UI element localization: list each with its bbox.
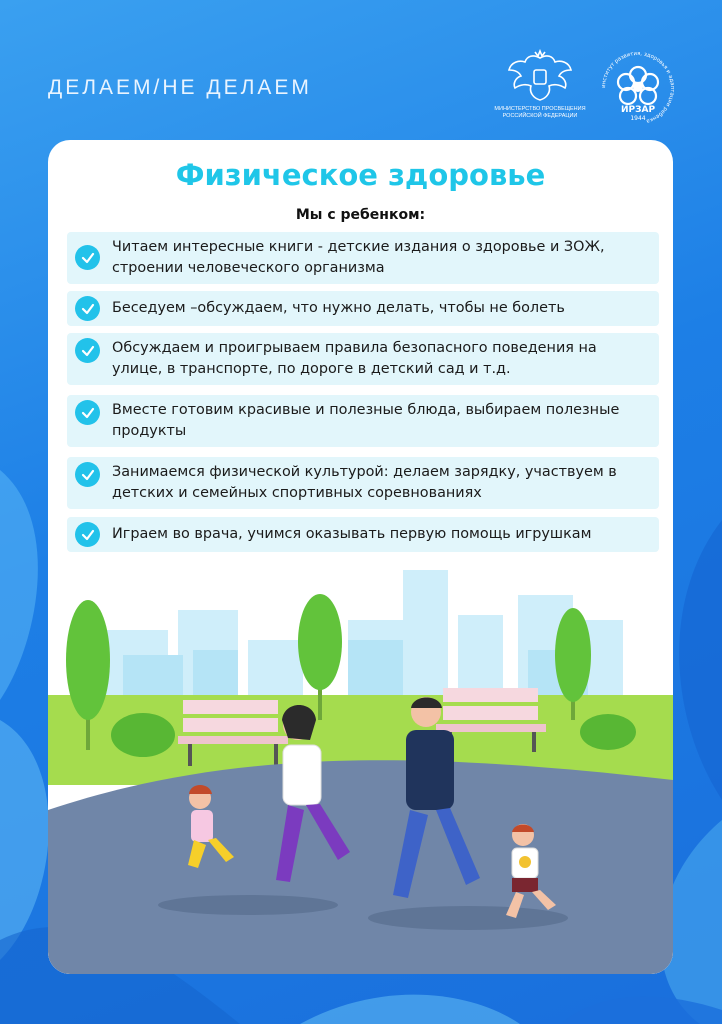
list-item-text: Обсуждаем и проигрываем правила безопасного поведения на улице, в транспорте, по дороге в детский сад и т.д. xyxy=(112,340,597,377)
list-item-text: Беседуем –обсуждаем, что нужно делать, чтобы не болеть xyxy=(112,300,565,316)
road xyxy=(48,760,673,974)
list-item xyxy=(67,291,659,326)
check-icon xyxy=(75,245,100,270)
eagle-emblem-icon xyxy=(505,48,575,104)
check-icon xyxy=(75,522,100,547)
institute-name: ИРЗАР xyxy=(620,105,656,115)
list-item xyxy=(67,517,659,552)
list-item-text: Играем во врача, учимся оказывать первую помощь игрушкам xyxy=(112,526,592,542)
flower-logo-icon xyxy=(598,48,678,128)
list-item xyxy=(67,395,659,447)
institute-logo xyxy=(598,48,678,128)
content-card xyxy=(48,140,673,974)
page-header-title: ДЕЛАЕМ/НЕ ДЕЛАЕМ xyxy=(48,76,312,99)
list-item-text: Вместе готовим красивые и полезные блюда, выбираем полезные продукты xyxy=(112,402,620,439)
check-icon xyxy=(75,338,100,363)
list-item-text: Читаем интересные книги - детские издания о здоровье и ЗОЖ, строении человеческого организма xyxy=(112,239,605,276)
ministry-text-line1: МИНИСТЕРСТВО ПРОСВЕЩЕНИЯ xyxy=(494,106,586,112)
check-icon xyxy=(75,400,100,425)
list-item xyxy=(67,457,659,509)
card-subtitle: Мы с ребенком: xyxy=(295,207,426,223)
ministry-logo xyxy=(494,48,586,128)
list-item-text: Занимаемся физической культурой: делаем зарядку, участвуем в детских и семейных спортивных соревнованиях xyxy=(112,464,617,501)
institute-year: 1944 xyxy=(630,115,646,122)
card-title: Физическое здоровье xyxy=(175,158,546,192)
list-item xyxy=(67,232,659,284)
institute-ring-text: институт развития, здоровья и адаптации ребенка xyxy=(600,50,676,124)
family-running-illustration xyxy=(48,560,673,974)
check-icon xyxy=(75,462,100,487)
check-icon xyxy=(75,296,100,321)
list-item xyxy=(67,333,659,385)
ministry-text-line2: РОССИЙСКОЙ ФЕДЕРАЦИИ xyxy=(502,113,578,119)
